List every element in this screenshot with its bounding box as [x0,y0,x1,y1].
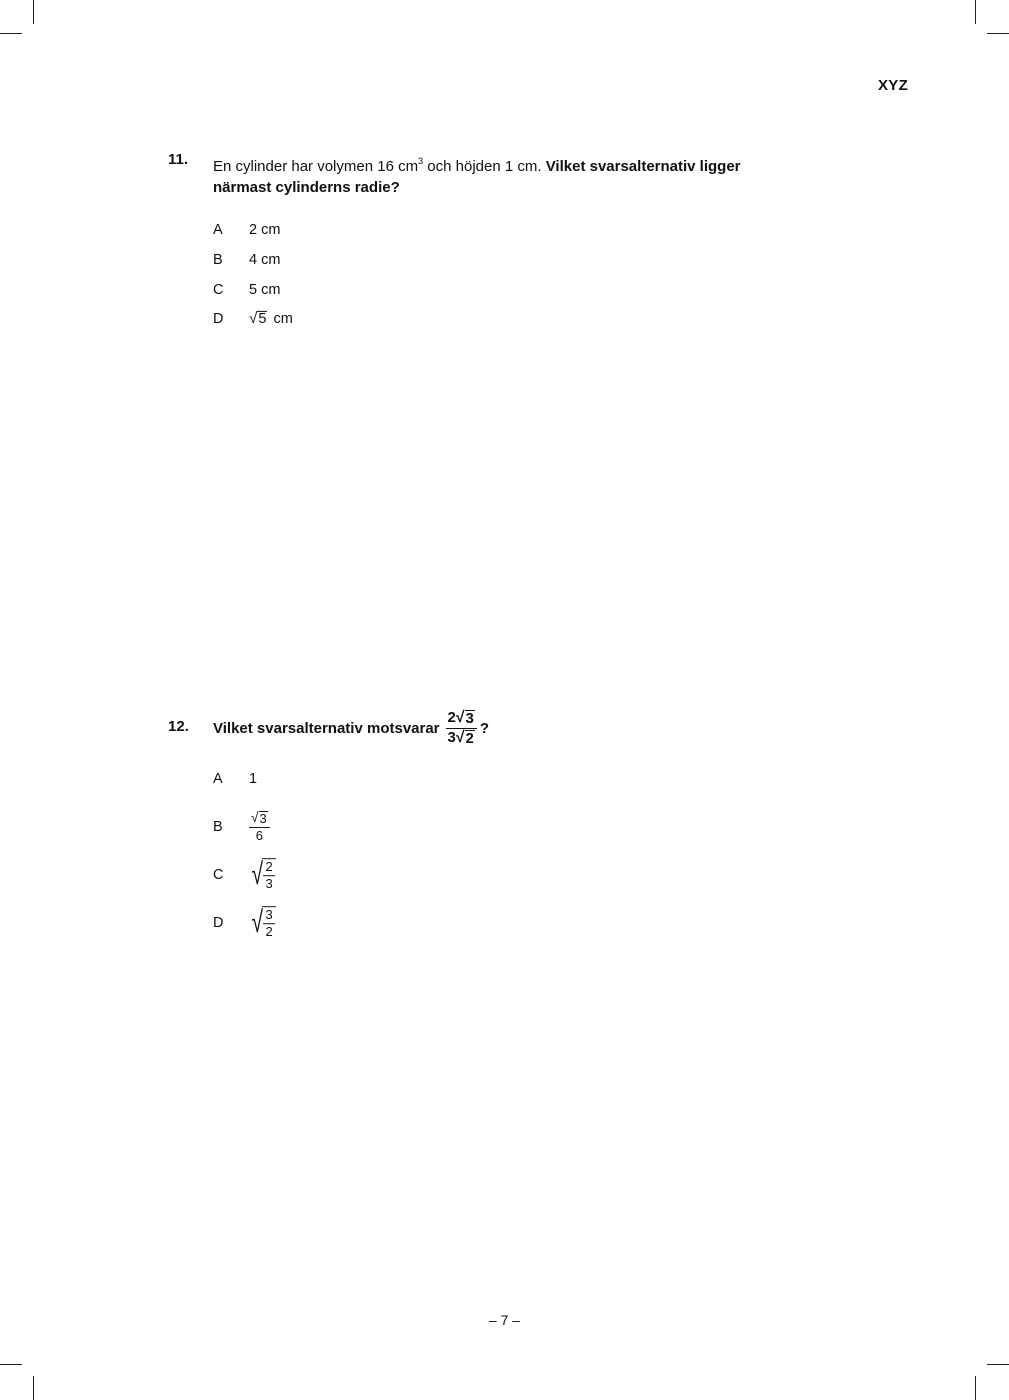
radical-sign: √ [251,906,263,939]
crop-mark [975,1376,976,1400]
option-value [249,311,293,327]
expression-fraction [446,710,477,747]
question-prompt: Vilket svarsalternativ ligger närmast cylinderns radie? [213,158,741,196]
fraction [263,908,274,940]
fraction-numerator: 3 [263,908,274,924]
square-root [456,710,475,727]
option-value: 1 [249,771,258,787]
option-value: 2 cm [249,222,281,238]
crop-mark [0,33,22,34]
crop-mark [33,1376,34,1400]
option-letter: D [213,915,224,931]
question-text [213,151,773,198]
document-code: XYZ [878,77,909,94]
radicand: 5 [258,310,267,327]
square-root [249,906,276,940]
question-prompt: Vilket svarsalternativ motsvarar [213,719,440,737]
fraction [249,811,270,843]
fraction-denominator [446,729,477,747]
option-letter: A [213,771,223,787]
question-text-part: En cylinder har volymen 16 cm [213,158,419,175]
square-root [456,730,475,747]
crop-mark [987,33,1009,34]
square-root [249,858,276,892]
radicand: 3 [259,811,267,827]
option-letter: B [213,252,223,268]
fraction [263,860,274,892]
fraction-numerator [249,811,270,828]
radical-sign: √ [455,728,465,746]
option-value [249,906,276,940]
question-text-part: och höjden 1 cm. [423,158,546,175]
square-root [249,311,267,327]
question-mark: ? [479,719,490,737]
option-letter: D [213,311,224,327]
crop-mark [975,0,976,24]
fraction-denominator: 3 [265,876,273,892]
question-text [213,706,773,750]
radical-sign: √ [455,708,465,726]
question-number: 11. [168,151,189,168]
crop-mark [33,0,34,24]
radical-sign: √ [251,810,259,826]
page-number: – 7 – [488,1312,521,1328]
fraction-denominator: 2 [265,924,273,940]
radicand [262,858,275,892]
exponent: 3 [418,156,424,166]
radicand [262,906,275,940]
fraction-denominator: 6 [255,827,263,843]
option-letter: B [213,819,223,835]
question-number: 12. [168,718,189,735]
option-letter: A [213,222,223,238]
square-root [251,811,268,826]
option-value: 4 cm [249,252,281,268]
coefficient: 3 [447,728,456,746]
fraction-numerator: 2 [263,860,274,876]
unit: cm [273,311,293,327]
radicand: 3 [465,709,474,727]
radical-sign: √ [249,309,258,327]
option-value [249,811,273,843]
option-letter: C [213,282,224,298]
option-value: 5 cm [249,282,281,298]
option-letter: C [213,867,224,883]
coefficient: 2 [447,708,456,726]
fraction-numerator [446,710,477,729]
crop-mark [987,1364,1009,1365]
radicand: 2 [465,729,474,747]
radical-sign: √ [251,858,263,891]
crop-mark [0,1364,22,1365]
option-value [249,858,276,892]
